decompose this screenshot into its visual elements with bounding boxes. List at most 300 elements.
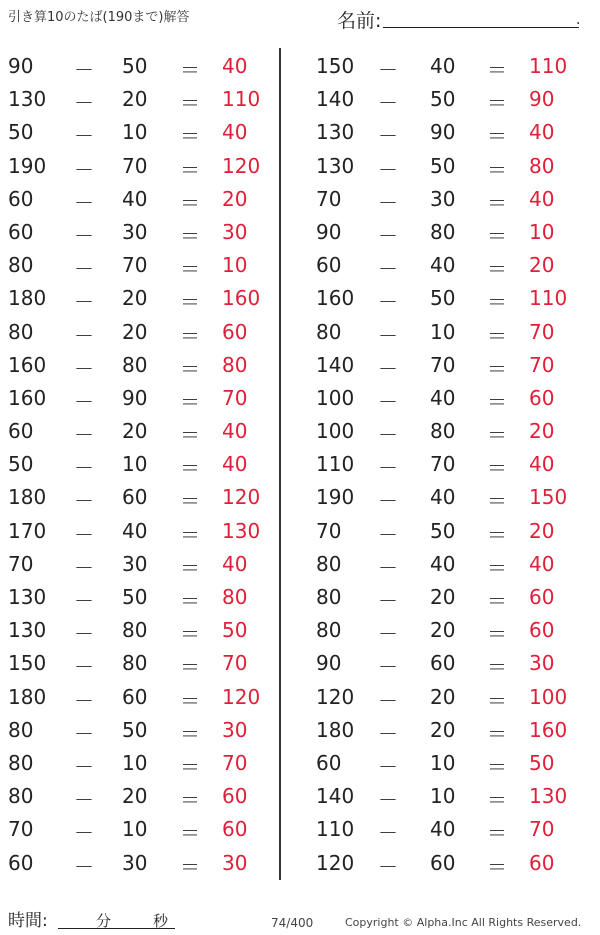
subtrahend: 30 [122,850,148,875]
minus-sign: － [74,555,94,580]
answer: 110 [529,54,568,78]
problem-row [0,215,280,248]
minuend: 80 [316,618,342,643]
subtrahend: 30 [122,219,148,244]
answer: 80 [529,153,555,178]
minus-sign: － [378,821,398,846]
equals-sign: ＝ [487,423,507,448]
minuend: 60 [316,253,342,278]
subtrahend: 50 [430,87,456,112]
minus-sign: － [74,788,94,813]
equals-sign: ＝ [180,788,200,813]
problem-row [300,746,580,779]
copyright-notice: Copyright © Alpha.Inc All Rights Reserved. [345,916,582,929]
subtrahend: 50 [122,717,148,742]
answer: 80 [222,585,248,609]
minuend: 120 [316,850,355,875]
equals-sign: ＝ [180,389,200,414]
equals-sign: ＝ [180,589,200,613]
equals-sign: ＝ [487,389,507,414]
minuend: 150 [8,651,47,676]
minus-sign: － [378,323,398,348]
minus-sign: － [378,290,398,315]
answer: 10 [222,253,248,278]
minuend: 130 [8,585,47,609]
minus-sign: － [378,389,398,414]
problem-row [0,182,280,215]
minus-sign: － [74,423,94,448]
equals-sign: ＝ [180,190,200,215]
problem-row [300,613,580,646]
problem-row [300,580,580,613]
equals-sign: ＝ [180,489,200,514]
answer: 40 [222,452,248,477]
answer: 40 [222,54,248,78]
minuend: 140 [316,87,355,112]
name-field-line [383,27,579,28]
subtrahend: 20 [122,87,148,112]
answer: 150 [529,485,568,510]
equals-sign: ＝ [487,124,507,149]
answer: 40 [222,419,248,444]
subtrahend: 90 [122,385,148,410]
answer: 20 [529,518,555,543]
subtrahend: 40 [430,817,456,842]
minuend: 140 [316,784,355,809]
problem-row [0,447,280,480]
equals-sign: ＝ [180,721,200,746]
minuend: 80 [8,750,34,775]
problem-row [300,82,580,115]
minus-sign: － [74,389,94,414]
minuend: 70 [8,817,34,842]
minuend: 70 [8,551,34,576]
answer: 70 [222,385,248,410]
problem-row [300,514,580,547]
minuend: 110 [316,452,355,477]
minuend: 90 [316,219,342,244]
answer: 30 [222,219,248,244]
answer: 120 [222,684,261,709]
minuend: 50 [8,120,34,145]
problem-row [0,82,280,115]
answer: 90 [529,87,555,112]
problem-row [300,182,580,215]
subtrahend: 70 [430,352,456,377]
answer: 60 [529,618,555,643]
subtrahend: 40 [430,485,456,510]
equals-sign: ＝ [487,489,507,514]
problem-row [0,315,280,348]
minuend: 60 [8,219,34,244]
answer: 40 [529,186,555,211]
problem-row [300,447,580,480]
answer: 30 [529,651,555,676]
minuend: 60 [8,419,34,444]
equals-sign: ＝ [180,423,200,448]
equals-sign: ＝ [487,754,507,779]
minuend: 140 [316,352,355,377]
minus-sign: － [378,190,398,215]
equals-sign: ＝ [180,688,200,713]
minus-sign: － [378,223,398,248]
subtrahend: 80 [122,618,148,643]
left-problem-column [0,49,280,879]
equals-sign: ＝ [180,821,200,846]
problem-row [0,348,280,381]
equals-sign: ＝ [180,655,200,680]
minuend: 90 [316,651,342,676]
name-dot: . [576,12,581,28]
minus-sign: － [74,688,94,713]
equals-sign: ＝ [180,157,200,182]
answer: 40 [529,452,555,477]
subtrahend: 80 [430,419,456,444]
equals-sign: ＝ [180,754,200,779]
equals-sign: ＝ [487,655,507,680]
equals-sign: ＝ [180,58,200,82]
answer: 60 [222,784,248,809]
minuend: 180 [8,684,47,709]
minuend: 180 [8,485,47,510]
subtrahend: 20 [430,618,456,643]
minus-sign: － [378,655,398,680]
equals-sign: ＝ [487,58,507,82]
equals-sign: ＝ [487,223,507,248]
answer: 70 [222,750,248,775]
problem-row [0,713,280,746]
problem-row [300,315,580,348]
minuend: 160 [8,385,47,410]
answer: 70 [222,651,248,676]
subtrahend: 70 [122,153,148,178]
answer: 70 [529,352,555,377]
minuend: 180 [8,286,47,311]
minus-sign: － [378,58,398,82]
subtrahend: 50 [430,286,456,311]
subtrahend: 10 [122,750,148,775]
problem-row [0,613,280,646]
subtrahend: 90 [430,120,456,145]
answer: 40 [529,120,555,145]
minuend: 80 [8,717,34,742]
equals-sign: ＝ [487,589,507,613]
minus-sign: － [74,456,94,481]
answer: 160 [529,717,568,742]
minuend: 110 [316,817,355,842]
subtrahend: 70 [430,452,456,477]
subtrahend: 20 [122,419,148,444]
time-label: 時間: [8,911,48,931]
answer: 120 [222,485,261,510]
minus-sign: － [378,257,398,282]
equals-sign: ＝ [180,223,200,248]
problem-row [0,514,280,547]
minus-sign: － [74,157,94,182]
seconds-label: 秒 [153,912,169,930]
problem-row [300,381,580,414]
minus-sign: － [378,688,398,713]
minus-sign: － [74,323,94,348]
minus-sign: － [378,721,398,746]
problem-row [300,348,580,381]
minus-sign: － [378,622,398,647]
answer: 100 [529,684,568,709]
problem-row [0,812,280,845]
subtrahend: 30 [122,551,148,576]
subtrahend: 60 [430,651,456,676]
answer: 60 [222,319,248,344]
minuend: 130 [316,153,355,178]
problem-row [0,746,280,779]
equals-sign: ＝ [487,622,507,647]
problem-row [0,779,280,812]
answer: 60 [529,385,555,410]
answer: 130 [222,518,261,543]
problem-row [300,846,580,879]
equals-sign: ＝ [487,721,507,746]
equals-sign: ＝ [487,290,507,315]
subtrahend: 40 [122,518,148,543]
subtrahend: 10 [430,750,456,775]
subtrahend: 60 [430,850,456,875]
subtrahend: 60 [122,684,148,709]
minuend: 160 [8,352,47,377]
minus-sign: － [74,223,94,248]
minuend: 60 [316,750,342,775]
minus-sign: － [378,423,398,448]
equals-sign: ＝ [180,124,200,149]
equals-sign: ＝ [180,323,200,348]
equals-sign: ＝ [180,555,200,580]
answer: 30 [222,717,248,742]
minus-sign: － [74,290,94,315]
minus-sign: － [378,555,398,580]
minuend: 120 [316,684,355,709]
minuend: 130 [316,120,355,145]
worksheet-title: 引き算10のたば(190まで)解答 [8,10,190,25]
minus-sign: － [74,854,94,879]
problem-row [0,381,280,414]
equals-sign: ＝ [487,821,507,846]
answer: 60 [529,850,555,875]
equals-sign: ＝ [487,688,507,713]
answer: 20 [529,253,555,278]
equals-sign: ＝ [180,356,200,381]
minus-sign: － [74,190,94,215]
problem-row [300,547,580,580]
problem-row [300,248,580,281]
answer: 160 [222,286,261,311]
problem-row [0,680,280,713]
subtrahend: 20 [430,684,456,709]
minuend: 90 [8,54,34,78]
problem-row [0,49,280,82]
minuend: 70 [316,518,342,543]
problem-row [300,149,580,182]
subtrahend: 60 [122,485,148,510]
subtrahend: 20 [122,319,148,344]
answer: 10 [529,219,555,244]
minus-sign: － [378,356,398,381]
problem-row [0,646,280,679]
minuend: 190 [8,153,47,178]
answer: 60 [222,817,248,842]
equals-sign: ＝ [487,788,507,813]
minus-sign: － [378,754,398,779]
subtrahend: 40 [430,551,456,576]
subtrahend: 40 [430,253,456,278]
answer: 30 [222,850,248,875]
problem-row [300,115,580,148]
minus-sign: － [378,854,398,879]
problem-row [0,248,280,281]
subtrahend: 80 [122,352,148,377]
equals-sign: ＝ [180,91,200,116]
problem-row [300,646,580,679]
problem-row [300,49,580,82]
subtrahend: 50 [122,54,148,78]
minus-sign: － [74,821,94,846]
equals-sign: ＝ [487,257,507,282]
minuend: 100 [316,385,355,410]
minuend: 100 [316,419,355,444]
minuend: 80 [8,784,34,809]
answer: 40 [222,551,248,576]
equals-sign: ＝ [180,622,200,647]
answer: 20 [529,419,555,444]
problem-row [300,480,580,513]
problem-row [0,547,280,580]
minus-sign: － [378,124,398,149]
subtrahend: 50 [430,153,456,178]
minus-sign: － [74,655,94,680]
minuend: 160 [316,286,355,311]
answer: 20 [222,186,248,211]
minus-sign: － [74,522,94,547]
equals-sign: ＝ [180,854,200,879]
equals-sign: ＝ [487,190,507,215]
problem-row [0,580,280,613]
subtrahend: 10 [430,319,456,344]
subtrahend: 20 [430,585,456,609]
answer: 50 [529,750,555,775]
minus-sign: － [378,157,398,182]
equals-sign: ＝ [487,356,507,381]
minus-sign: － [378,589,398,613]
equals-sign: ＝ [180,290,200,315]
subtrahend: 40 [122,186,148,211]
minuend: 60 [8,186,34,211]
minuend: 190 [316,485,355,510]
equals-sign: ＝ [487,522,507,547]
answer: 40 [222,120,248,145]
minus-sign: － [74,622,94,647]
minus-sign: － [378,456,398,481]
problem-row [300,281,580,314]
answer: 50 [222,618,248,643]
problem-row [0,149,280,182]
minuend: 80 [316,319,342,344]
subtrahend: 10 [430,784,456,809]
minuend: 80 [316,585,342,609]
answer: 130 [529,784,568,809]
answer: 70 [529,319,555,344]
equals-sign: ＝ [180,456,200,481]
answer: 70 [529,817,555,842]
equals-sign: ＝ [487,456,507,481]
problem-row [0,480,280,513]
subtrahend: 20 [122,286,148,311]
minuend: 180 [316,717,355,742]
equals-sign: ＝ [487,91,507,116]
subtrahend: 50 [122,585,148,609]
problem-row [300,680,580,713]
equals-sign: ＝ [180,522,200,547]
minuend: 70 [316,186,342,211]
minuend: 130 [8,618,47,643]
equals-sign: ＝ [180,257,200,282]
problem-row [0,281,280,314]
subtrahend: 70 [122,253,148,278]
problem-row [300,713,580,746]
minus-sign: － [74,124,94,149]
equals-sign: ＝ [487,854,507,879]
equals-sign: ＝ [487,555,507,580]
minus-sign: － [74,91,94,116]
minus-sign: － [74,489,94,514]
minuend: 150 [316,54,355,78]
page-number: 74/400 [271,916,314,930]
answer: 110 [529,286,568,311]
subtrahend: 30 [430,186,456,211]
problem-row [0,846,280,879]
equals-sign: ＝ [487,323,507,348]
subtrahend: 80 [430,219,456,244]
name-label: 名前: [337,10,382,32]
minus-sign: － [378,91,398,116]
minuend: 80 [8,319,34,344]
subtrahend: 50 [430,518,456,543]
problem-row [300,414,580,447]
minuend: 50 [8,452,34,477]
subtrahend: 20 [122,784,148,809]
answer: 40 [529,551,555,576]
subtrahend: 40 [430,54,456,78]
minus-sign: － [74,754,94,779]
minus-sign: － [74,257,94,282]
minuend: 80 [8,253,34,278]
answer: 110 [222,87,261,112]
subtrahend: 10 [122,452,148,477]
minus-sign: － [74,721,94,746]
minuend: 130 [8,87,47,112]
minuend: 60 [8,850,34,875]
equals-sign: ＝ [487,157,507,182]
problem-row [300,812,580,845]
minuend: 80 [316,551,342,576]
answer: 80 [222,352,248,377]
right-problem-column [300,49,580,879]
problem-row [300,215,580,248]
minus-sign: － [74,58,94,82]
problem-row [0,115,280,148]
problem-row [0,414,280,447]
subtrahend: 80 [122,651,148,676]
minuend: 170 [8,518,47,543]
subtrahend: 10 [122,120,148,145]
minus-sign: － [378,788,398,813]
